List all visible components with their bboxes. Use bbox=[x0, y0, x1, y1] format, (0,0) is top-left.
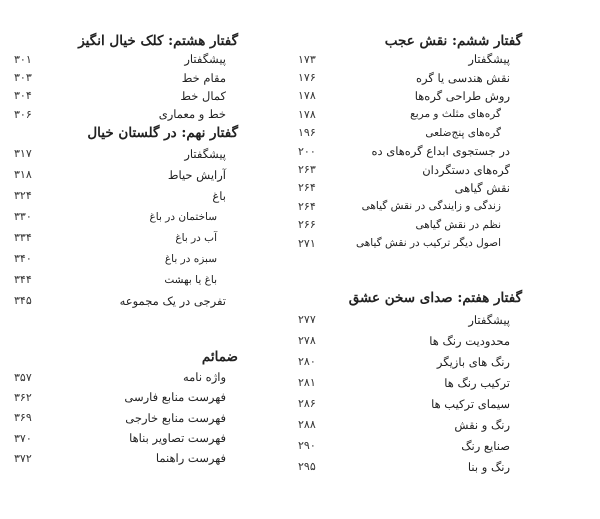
toc-entry[interactable] bbox=[298, 372, 510, 393]
entry-title: آرایش حیاط bbox=[167, 167, 226, 182]
section-title: گفتار نهم: در گلستان خیال bbox=[87, 125, 238, 141]
toc-section bbox=[14, 124, 238, 311]
entry-page-number: ۳۶۹ bbox=[14, 411, 32, 425]
toc-section bbox=[298, 32, 522, 252]
entry-page-number: ۱۷۸ bbox=[298, 89, 316, 103]
toc-section bbox=[298, 289, 522, 477]
entry-title: صنایع رنگ bbox=[461, 438, 510, 453]
toc-entry[interactable] bbox=[298, 234, 510, 252]
entry-page-number: ۳۴۵ bbox=[14, 294, 32, 307]
entry-title: نقش هندسی یا گره bbox=[416, 70, 510, 85]
entry-title: گره‌های مثلث و مربع bbox=[410, 108, 501, 121]
entry-page-number: ۲۸۰ bbox=[298, 355, 316, 368]
entry-title: فهرست راهنما bbox=[155, 451, 226, 466]
toc-entry[interactable] bbox=[14, 206, 226, 227]
toc-entry[interactable] bbox=[14, 408, 226, 428]
toc-entry[interactable] bbox=[298, 351, 510, 372]
toc-entry[interactable] bbox=[14, 68, 226, 86]
entry-title: اصول دیگر ترکیب در نقش گیاهی bbox=[356, 237, 501, 250]
toc-entry[interactable] bbox=[298, 50, 510, 68]
toc-entry[interactable] bbox=[14, 185, 226, 206]
entry-title: آب در باغ bbox=[175, 231, 217, 244]
entry-page-number: ۲۷۸ bbox=[298, 334, 316, 347]
toc-entry[interactable] bbox=[298, 216, 510, 234]
entry-page-number: ۳۳۴ bbox=[14, 231, 32, 244]
entry-title: تفرجی در یک مجموعه bbox=[119, 293, 226, 308]
entry-title: گره‌های دستگردان bbox=[422, 162, 510, 177]
entry-title: فهرست منابع فارسی bbox=[124, 390, 226, 405]
entry-page-number: ۳۲۴ bbox=[14, 189, 32, 202]
entry-title: کمال خط bbox=[180, 88, 226, 103]
entry-page-number: ۲۸۶ bbox=[298, 397, 316, 410]
entry-title: زندگی و زایندگی در نقش گیاهی bbox=[361, 200, 501, 213]
toc-entry[interactable] bbox=[14, 105, 226, 123]
section-title: گفتار هشتم: کلک خیال انگیز bbox=[78, 33, 238, 49]
entry-title: فهرست تصاویر بناها bbox=[129, 431, 226, 446]
toc-entry[interactable] bbox=[14, 50, 226, 68]
toc-entry[interactable] bbox=[14, 248, 226, 269]
toc-entry[interactable] bbox=[14, 387, 226, 407]
toc-entry[interactable] bbox=[298, 124, 510, 142]
entry-page-number: ۳۱۸ bbox=[14, 168, 32, 181]
entry-page-number: ۲۶۴ bbox=[298, 181, 316, 195]
entry-title: نقش گیاهی bbox=[454, 180, 510, 195]
section-title: گفتار ششم: نقش عجب bbox=[384, 33, 522, 49]
section-title: ضمائم bbox=[201, 349, 238, 365]
toc-entry[interactable] bbox=[298, 309, 510, 330]
toc-entry[interactable] bbox=[298, 393, 510, 414]
entry-title: نظم در نقش گیاهی bbox=[415, 218, 501, 231]
entry-page-number: ۲۸۱ bbox=[298, 376, 316, 389]
toc-entry[interactable] bbox=[298, 160, 510, 178]
entry-page-number: ۲۹۵ bbox=[298, 460, 316, 473]
entry-page-number: ۳۱۷ bbox=[14, 147, 32, 160]
toc-entry[interactable] bbox=[14, 164, 226, 185]
entry-page-number: ۲۰۰ bbox=[298, 144, 316, 158]
entry-title: واژه نامه bbox=[182, 370, 226, 385]
toc-section bbox=[14, 32, 238, 124]
toc-entry[interactable] bbox=[298, 414, 510, 435]
entry-page-number: ۳۰۴ bbox=[14, 89, 32, 103]
toc-entry[interactable] bbox=[298, 330, 510, 351]
entry-page-number: ۳۵۷ bbox=[14, 370, 32, 384]
entry-title: روش طراحی گره‌ها bbox=[414, 88, 510, 103]
toc-entry[interactable] bbox=[14, 290, 226, 311]
entry-title: ساختمان در باغ bbox=[149, 210, 217, 223]
entry-page-number: ۲۶۶ bbox=[298, 218, 316, 232]
entry-title: فهرست منابع خارجی bbox=[125, 410, 226, 425]
section-title: گفتار هفتم: صدای سخن عشق bbox=[348, 290, 522, 306]
toc-entry[interactable] bbox=[298, 105, 510, 123]
entry-page-number: ۳۴۴ bbox=[14, 273, 32, 286]
entry-page-number: ۲۷۷ bbox=[298, 313, 316, 326]
toc-entry[interactable] bbox=[14, 143, 226, 164]
toc-section bbox=[14, 348, 238, 468]
toc-entry[interactable] bbox=[14, 428, 226, 448]
entry-page-number: ۱۷۸ bbox=[298, 107, 316, 121]
entry-title: محدودیت رنگ ها bbox=[429, 333, 510, 348]
toc-entry[interactable] bbox=[14, 367, 226, 387]
entry-page-number: ۳۰۶ bbox=[14, 107, 32, 121]
entry-title: پیشگفتار bbox=[468, 312, 510, 327]
toc-entry[interactable] bbox=[298, 179, 510, 197]
entry-title: باغ bbox=[212, 188, 226, 203]
entry-page-number: ۳۰۱ bbox=[14, 52, 32, 66]
entry-page-number: ۳۷۲ bbox=[14, 451, 32, 465]
toc-entry[interactable] bbox=[298, 197, 510, 215]
entry-title: مقام خط bbox=[181, 70, 226, 85]
entry-page-number: ۲۶۴ bbox=[298, 199, 316, 213]
entry-title: باغ یا بهشت bbox=[164, 273, 217, 286]
entry-page-number: ۱۷۶ bbox=[298, 71, 316, 85]
entry-page-number: ۳۴۰ bbox=[14, 252, 32, 265]
entry-title: سبزه در باغ bbox=[164, 252, 217, 265]
entry-title: سیمای ترکیب ها bbox=[431, 396, 510, 411]
toc-entry[interactable] bbox=[298, 87, 510, 105]
entry-page-number: ۳۶۲ bbox=[14, 390, 32, 404]
entry-page-number: ۲۹۰ bbox=[298, 439, 316, 452]
entry-title: رنگ و نقش bbox=[454, 417, 510, 432]
entry-title: پیشگفتار bbox=[184, 52, 226, 67]
toc-entry[interactable] bbox=[14, 227, 226, 248]
toc-entry[interactable] bbox=[298, 435, 510, 456]
entry-page-number: ۲۷۱ bbox=[298, 236, 316, 250]
entry-page-number: ۳۳۰ bbox=[14, 210, 32, 223]
toc-entry[interactable] bbox=[14, 448, 226, 468]
toc-entry[interactable] bbox=[14, 269, 226, 290]
toc-entry[interactable] bbox=[14, 87, 226, 105]
entry-title: رنگ و بنا bbox=[467, 459, 510, 474]
entry-page-number: ۲۸۸ bbox=[298, 418, 316, 431]
entry-title: در جستجوی ابداع گره‌های ده bbox=[371, 144, 510, 159]
entry-page-number: ۲۶۳ bbox=[298, 163, 316, 177]
entry-page-number: ۱۹۶ bbox=[298, 126, 316, 140]
entry-page-number: ۱۷۳ bbox=[298, 52, 316, 66]
entry-page-number: ۳۰۳ bbox=[14, 71, 32, 85]
entry-title: پیشگفتار bbox=[184, 146, 226, 161]
toc-entry[interactable] bbox=[298, 456, 510, 477]
entry-title: ترکیب رنگ ها bbox=[444, 375, 510, 390]
entry-title: رنگ های بازیگر bbox=[436, 354, 510, 369]
toc-entry[interactable] bbox=[298, 68, 510, 86]
entry-title: گره‌های پنج‌ضلعی bbox=[425, 126, 501, 139]
entry-page-number: ۳۷۰ bbox=[14, 431, 32, 445]
entry-title: خط و معماری bbox=[158, 107, 226, 122]
entry-title: پیشگفتار bbox=[468, 52, 510, 67]
toc-entry[interactable] bbox=[298, 142, 510, 160]
